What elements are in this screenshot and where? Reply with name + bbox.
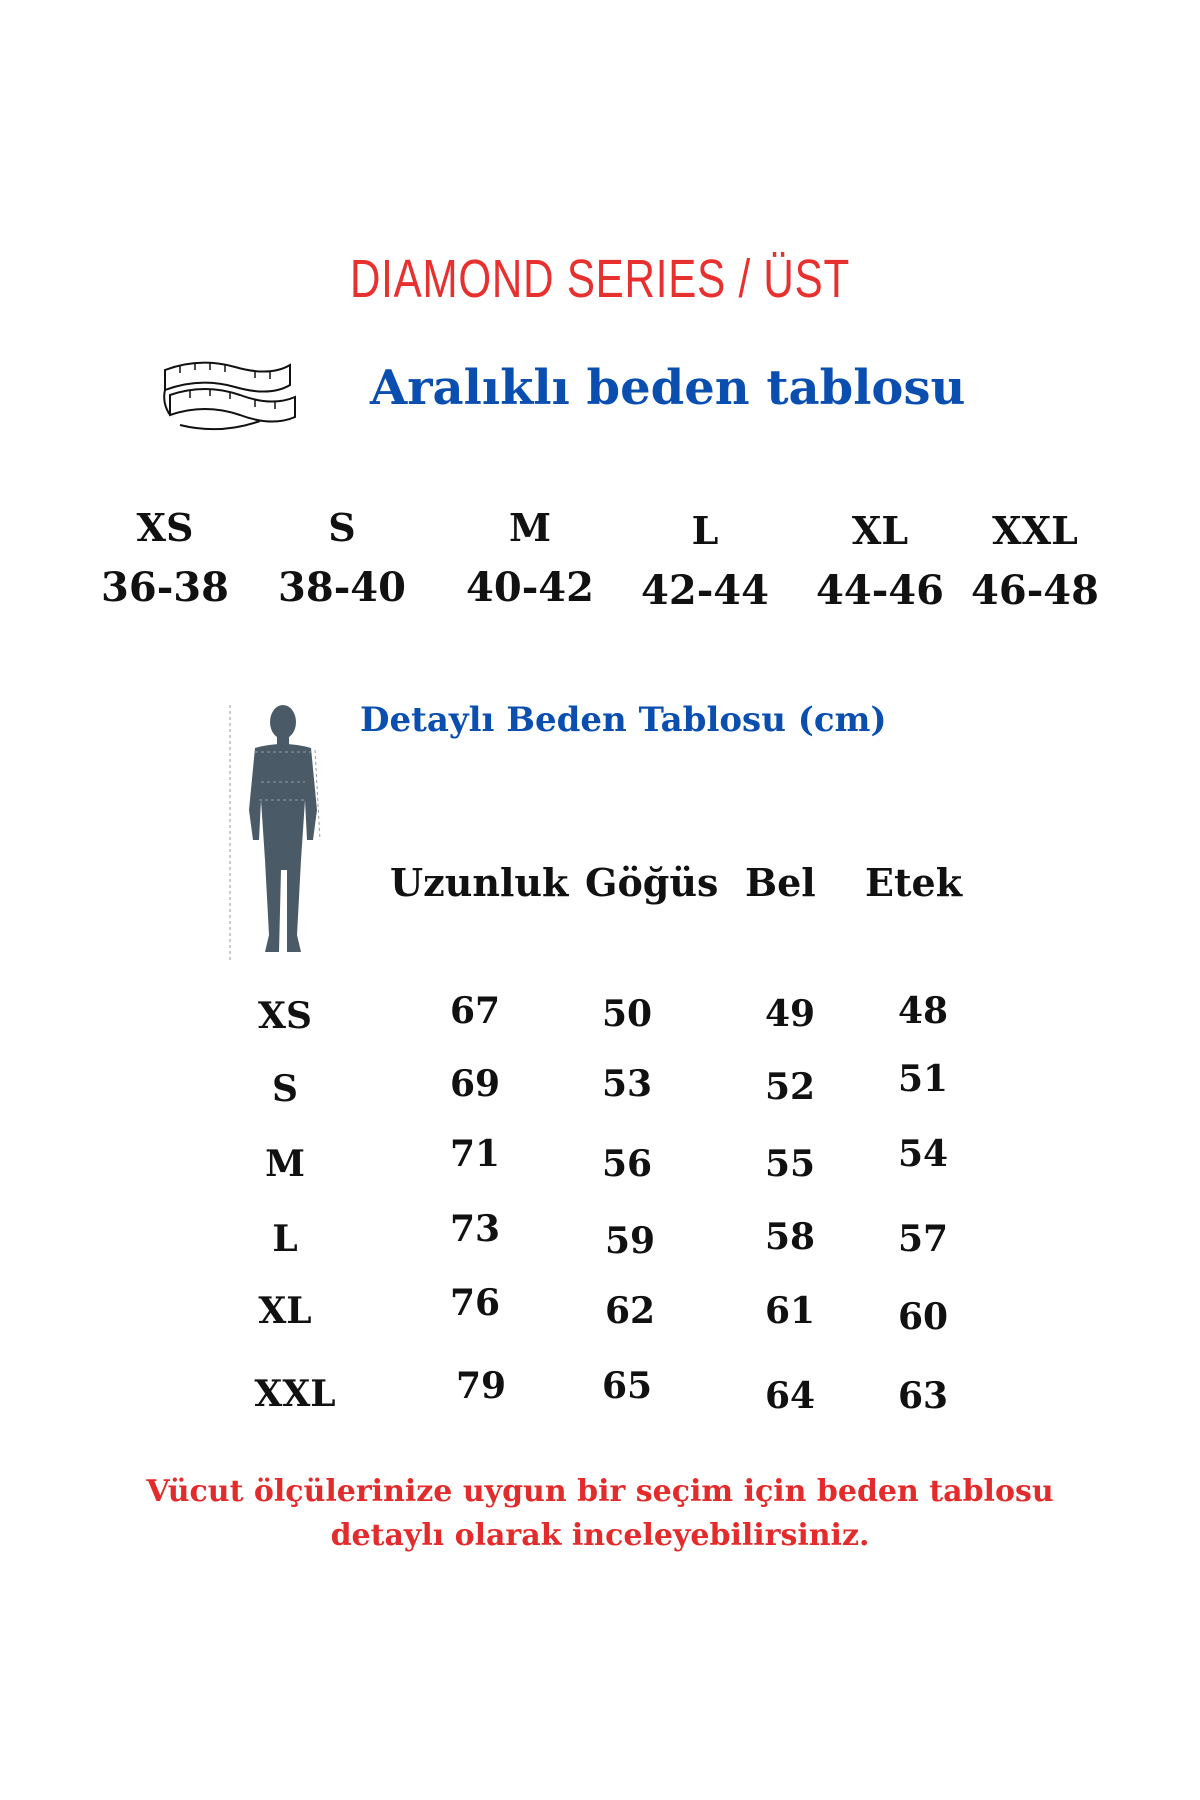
cell-gogus: 65: [601, 1365, 653, 1407]
cell-bel: 61: [764, 1290, 816, 1332]
range-value: 44-46: [816, 567, 944, 614]
range-value: 46-48: [971, 567, 1099, 614]
body-figure-icon: [225, 700, 335, 965]
cell-gogus: 50: [601, 993, 653, 1035]
range-size-label: XS: [136, 505, 194, 550]
range-size-label: S: [328, 505, 356, 550]
row-size-label: S: [272, 1068, 298, 1110]
cell-uzunluk: 76: [449, 1282, 501, 1324]
cell-gogus: 59: [604, 1220, 656, 1262]
range-item-l: [625, 508, 785, 614]
cell-etek: 60: [897, 1296, 949, 1338]
footer-note: [0, 1470, 1200, 1558]
cell-etek: 54: [897, 1133, 949, 1175]
cell-bel: 64: [764, 1375, 816, 1417]
cell-gogus: 56: [601, 1143, 653, 1185]
cell-uzunluk: 69: [449, 1063, 501, 1105]
cell-bel: 49: [764, 993, 816, 1035]
cell-etek: 63: [897, 1375, 949, 1417]
range-size-label: XL: [851, 508, 909, 553]
measuring-tape-icon: [160, 355, 300, 435]
cell-uzunluk: 73: [449, 1208, 501, 1250]
row-size-label: L: [272, 1218, 298, 1260]
range-item-s: [262, 505, 422, 611]
row-size-label: M: [265, 1143, 305, 1185]
header-gogus: Göğüs: [585, 860, 719, 905]
row-size-label: XS: [258, 995, 312, 1037]
header-bel: Bel: [745, 860, 816, 905]
cell-gogus: 62: [604, 1290, 656, 1332]
cell-uzunluk: 79: [455, 1365, 507, 1407]
row-size-label: XXL: [254, 1373, 336, 1415]
header-uzunluk: Uzunluk: [390, 860, 569, 905]
range-item-m: [450, 505, 610, 611]
series-title: DIAMOND SERIES / ÜST: [349, 249, 851, 309]
range-size-label: L: [691, 508, 719, 553]
cell-uzunluk: 67: [449, 990, 501, 1032]
range-value: 40-42: [466, 564, 594, 611]
range-table-title: Aralıklı beden tablosu: [370, 360, 966, 416]
range-item-xl: [800, 508, 960, 614]
cell-etek: 51: [897, 1058, 949, 1100]
range-size-label: M: [508, 505, 552, 550]
range-value: 42-44: [641, 567, 769, 614]
range-value: 38-40: [278, 564, 406, 611]
cell-bel: 55: [764, 1143, 816, 1185]
cell-bel: 58: [764, 1216, 816, 1258]
cell-etek: 48: [897, 990, 949, 1032]
range-item-xs: [85, 505, 245, 611]
range-value: 36-38: [101, 564, 229, 611]
row-size-label: XL: [258, 1290, 312, 1332]
footer-line-2: detaylı olarak inceleyebilirsiniz.: [330, 1518, 870, 1553]
cell-bel: 52: [764, 1066, 816, 1108]
header-etek: Etek: [865, 860, 963, 905]
range-item-xxl: [955, 508, 1115, 614]
cell-etek: 57: [897, 1218, 949, 1260]
footer-line-1: Vücut ölçülerinize uygun bir seçim için beden tablosu: [146, 1474, 1054, 1509]
range-size-label: XXL: [992, 508, 1078, 553]
cell-gogus: 53: [601, 1063, 653, 1105]
cell-uzunluk: 71: [449, 1133, 501, 1175]
detail-table-title: Detaylı Beden Tablosu (cm): [360, 700, 887, 740]
